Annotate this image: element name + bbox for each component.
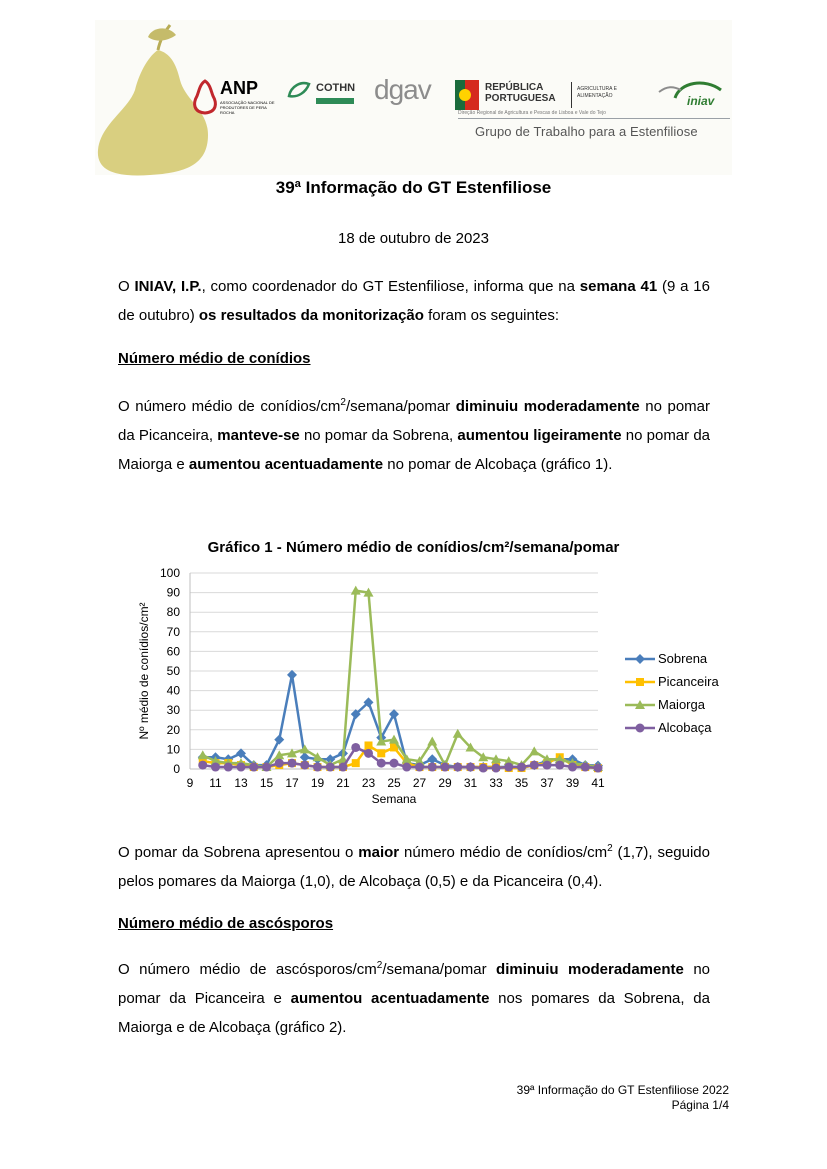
legend-label-picanceira: Picanceira bbox=[658, 674, 719, 689]
x-tick-label: 33 bbox=[489, 776, 503, 790]
y-tick-label: 80 bbox=[166, 605, 180, 620]
section-heading-ascosporos: Número médio de ascósporos bbox=[118, 915, 334, 932]
footer-page-number: Página 1/4 bbox=[671, 1098, 729, 1112]
y-tick-label: 10 bbox=[166, 742, 180, 757]
data-point-alcobaça bbox=[479, 764, 488, 773]
legend-label-sobrena: Sobrena bbox=[658, 651, 708, 666]
ascosporos-paragraph bbox=[118, 955, 710, 1042]
p3-bold-1: diminuiu moderadamente bbox=[496, 961, 684, 978]
y-tick-label: 90 bbox=[166, 585, 180, 600]
data-point-alcobaça bbox=[441, 763, 450, 772]
document-title: 39ª Informação do GT Estenfiliose bbox=[275, 178, 552, 197]
republica-divider bbox=[571, 82, 572, 108]
intro-paragraph bbox=[118, 272, 710, 330]
data-point-alcobaça bbox=[402, 763, 411, 772]
data-point-alcobaça bbox=[415, 763, 424, 772]
data-point-alcobaça bbox=[313, 763, 322, 772]
p3-text-2: /semana/pomar bbox=[382, 961, 497, 978]
data-point-alcobaça bbox=[504, 763, 513, 772]
x-tick-label: 41 bbox=[591, 776, 605, 790]
p1-text-6: no pomar de Alcobaça (gráfico 1). bbox=[383, 456, 613, 473]
legend-marker-alcobaça bbox=[636, 724, 645, 733]
p2-sup: 2 bbox=[607, 843, 613, 854]
x-tick-label: 9 bbox=[186, 776, 194, 790]
republica-title: REPÚBLICA PORTUGUESA bbox=[485, 82, 556, 104]
cothn-leaf-icon bbox=[286, 78, 312, 104]
data-point-alcobaça bbox=[237, 763, 246, 772]
x-tick-label: 23 bbox=[361, 776, 376, 790]
inaiv-logo bbox=[653, 74, 729, 118]
x-tick-label: 39 bbox=[565, 776, 580, 790]
agricultura-label: AGRICULTURA E ALIMENTAÇÃO bbox=[577, 86, 617, 99]
x-tick-label: 31 bbox=[463, 776, 478, 790]
page-footer bbox=[517, 1083, 729, 1113]
legend-marker-picanceira bbox=[636, 678, 644, 686]
intro-bold-2: semana 41 bbox=[579, 278, 658, 295]
p1-text-4: no pomar da Sobrena, bbox=[299, 427, 458, 444]
y-tick-label: 100 bbox=[159, 566, 180, 580]
x-tick-label: 25 bbox=[387, 776, 401, 790]
data-point-alcobaça bbox=[390, 759, 399, 768]
p3-sup: 2 bbox=[376, 960, 383, 971]
p1-text-1: O número médio de conídios/cm bbox=[118, 398, 341, 415]
p2-text-1: O pomar da Sobrena apresentou o bbox=[118, 844, 359, 861]
data-point-picanceira bbox=[352, 759, 360, 767]
legend-label-alcobaça: Alcobaça bbox=[658, 720, 712, 735]
data-point-alcobaça bbox=[300, 761, 309, 770]
conidios-paragraph bbox=[118, 392, 710, 479]
data-point-alcobaça bbox=[453, 763, 462, 772]
data-point-alcobaça bbox=[326, 763, 335, 772]
data-point-alcobaça bbox=[377, 759, 386, 768]
data-point-alcobaça bbox=[543, 761, 552, 770]
y-tick-label: 20 bbox=[166, 722, 180, 737]
legend-label-maiorga: Maiorga bbox=[658, 697, 705, 712]
data-point-alcobaça bbox=[581, 763, 590, 772]
x-tick-label: 29 bbox=[438, 776, 452, 790]
y-tick-label: 50 bbox=[166, 664, 180, 678]
section-heading-conidios: Número médio de conídios bbox=[118, 350, 311, 367]
intro-text-2: , como coordenador do GT Estenfiliose, informa que na bbox=[201, 278, 580, 295]
chart-title: Gráfico 1 - Número médio de conídios/cm²/semana/pomar bbox=[207, 539, 620, 556]
p2-text-3: (1,7), seguido pelos pomares da Maiorga (1,0), de Alcobaça (0,5) e da Picanceira (0,4). bbox=[118, 844, 710, 890]
x-tick-label: 15 bbox=[259, 776, 274, 790]
p2-text-2: número médio de conídios/cm bbox=[399, 844, 608, 861]
y-axis-label: Nº médio de conídios/cm² bbox=[137, 602, 151, 740]
x-axis-label: Semana bbox=[371, 792, 417, 806]
anp-title: ANP bbox=[220, 78, 259, 98]
footer-line-1: 39ª Informação do GT Estenfiliose 2022 bbox=[516, 1083, 729, 1097]
data-point-alcobaça bbox=[568, 763, 577, 772]
data-point-alcobaça bbox=[339, 763, 348, 772]
y-tick-label: 0 bbox=[173, 762, 180, 776]
p3-bold-2: aumentou acentuadamente bbox=[290, 990, 490, 1007]
intro-text-1: O bbox=[118, 278, 135, 295]
p3-text-3: no pomar da Picanceira e bbox=[118, 961, 711, 1007]
p2-bold-1: maior bbox=[358, 844, 400, 861]
data-point-maiorga bbox=[198, 750, 208, 759]
intro-bold-3: os resultados da monitorização bbox=[198, 307, 424, 324]
data-point-picanceira bbox=[365, 741, 373, 749]
header-rule bbox=[458, 118, 730, 119]
y-tick-label: 30 bbox=[166, 703, 180, 718]
direcao-text: Direção Regional de Agricultura e Pescas de Lisboa e Vale do Tejo bbox=[458, 110, 606, 116]
data-point-alcobaça bbox=[198, 761, 207, 770]
legend-marker-sobrena bbox=[635, 654, 645, 664]
x-tick-label: 17 bbox=[285, 776, 299, 790]
p1-bold-2: manteve-se bbox=[217, 427, 300, 444]
data-point-alcobaça bbox=[428, 763, 437, 772]
republica-flag-icon bbox=[455, 80, 479, 110]
data-point-alcobaça bbox=[492, 764, 501, 773]
data-point-alcobaça bbox=[275, 759, 284, 768]
data-point-alcobaça bbox=[530, 761, 539, 770]
data-point-alcobaça bbox=[364, 749, 373, 758]
conidios-line-chart bbox=[120, 560, 740, 820]
y-tick-label: 70 bbox=[166, 624, 180, 639]
p1-text-2: /semana/pomar bbox=[345, 398, 456, 415]
data-point-alcobaça bbox=[517, 763, 526, 772]
intro-text-4: foram os seguintes: bbox=[423, 307, 560, 324]
cothn-logo bbox=[286, 74, 356, 118]
x-tick-label: 37 bbox=[540, 776, 554, 790]
p1-text-3: no pomar da Picanceira, bbox=[118, 398, 711, 444]
dgav-title: dgav bbox=[374, 74, 431, 105]
summary-paragraph bbox=[118, 838, 710, 896]
cothn-bar bbox=[316, 98, 354, 104]
x-tick-label: 19 bbox=[310, 776, 325, 790]
x-tick-label: 27 bbox=[412, 776, 427, 790]
data-point-alcobaça bbox=[466, 763, 475, 772]
group-text: Grupo de Trabalho para a Estenfiliose bbox=[475, 124, 698, 139]
x-tick-label: 13 bbox=[234, 776, 248, 790]
p1-text-5: no pomar da Maiorga e bbox=[118, 427, 711, 473]
p1-bold-4: aumentou acentuadamente bbox=[188, 456, 384, 473]
data-point-alcobaça bbox=[211, 763, 220, 772]
p3-text-4: nos pomares da Sobrena, da Maiorga e de Alcobaça (gráfico 2). bbox=[118, 990, 710, 1036]
document-date: 18 de outubro de 2023 bbox=[338, 230, 489, 247]
anp-pear-icon bbox=[190, 76, 220, 116]
data-point-maiorga bbox=[529, 746, 539, 755]
data-point-alcobaça bbox=[351, 743, 360, 752]
data-point-maiorga bbox=[427, 737, 437, 746]
p1-bold-3: aumentou ligeiramente bbox=[457, 427, 622, 444]
x-tick-label: 35 bbox=[514, 776, 529, 790]
p1-bold-1: diminuiu moderadamente bbox=[455, 398, 640, 415]
anp-logo bbox=[190, 74, 282, 118]
p1-sup: 2 bbox=[340, 397, 346, 408]
y-tick-label: 60 bbox=[166, 644, 180, 659]
dgav-logo bbox=[374, 74, 434, 118]
data-point-picanceira bbox=[377, 749, 385, 757]
data-point-alcobaça bbox=[262, 763, 271, 772]
anp-subtitle: ASSOCIAÇÃO NACIONAL DE PRODUTORES DE PERA ROCHA bbox=[220, 100, 275, 115]
intro-text-3: (9 a 16 de outubro) bbox=[118, 278, 710, 324]
data-point-alcobaça bbox=[249, 763, 258, 772]
data-point-alcobaça bbox=[555, 761, 564, 770]
y-tick-label: 40 bbox=[166, 683, 180, 698]
data-point-alcobaça bbox=[594, 764, 603, 773]
intro-bold-1: INIAV, I.P. bbox=[134, 278, 202, 295]
data-point-alcobaça bbox=[288, 759, 297, 768]
inaiv-title: iniav bbox=[687, 94, 715, 108]
data-point-sobrena bbox=[274, 735, 284, 745]
x-tick-label: 21 bbox=[336, 776, 350, 790]
data-point-maiorga bbox=[313, 752, 323, 761]
data-point-alcobaça bbox=[224, 763, 233, 772]
p3-text-1: O número médio de ascósporos/cm bbox=[118, 961, 377, 978]
cothn-title: COTHN bbox=[316, 82, 356, 94]
x-tick-label: 11 bbox=[209, 776, 222, 790]
